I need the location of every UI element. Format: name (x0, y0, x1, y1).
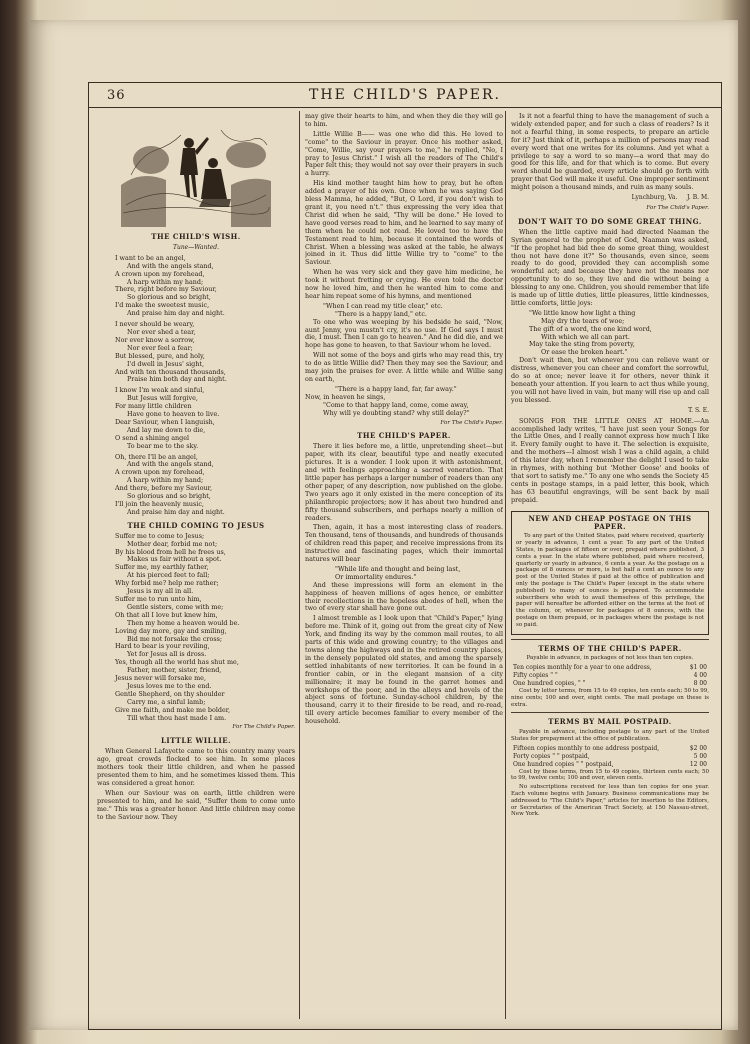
signoff-place: Lynchburg, Va. (631, 194, 678, 202)
article-paragraph: There it lies before me, a little, unpretending sheet—but paper, with its clear, beautiful type and neatly executed pictures. It is a wonder. I look upon it with astonishment, and with feelings approaching a sacred veneration. That little paper has perhaps a larger number of readers than any other paper, of any description, now published on the globe. Two years ago it only existed in the mere conception of its philanthropic projectors; now it has about two hundred and fifty thousand subscribers, and perhaps nearly a million of readers. (305, 442, 503, 522)
article-paragraph: When the little captive maid had directed Naaman the Syrian general to the prophet of God, Naaman was asked, "If the prophet had bid thee do some great thing, wouldest thou not have done it?" So thousands, even since, seem ready to do good, provided they can accomplish some wonderful act; and because they have not the means nor opportunity to do so, they live and die without being a blessing to any one. Children, you should remember that life is made up of little duties, little pleasures, little kindnesses, little comforts, little joys: (511, 227, 709, 307)
verse-line: There, right before my Saviour, (115, 285, 217, 294)
verse-line: Then my home a heaven would be. (127, 618, 240, 627)
verse-line: And praise him day and night. (127, 309, 225, 318)
article-paragraph: His kind mother taught him how to pray, but he often added a prayer of his own. Once when he was saying God bless Mamma, he added, "But, O Lord, if you don't wish to grant it, you need n't." thus expressing the very idea that Christ did when he said, "Thy will be done." He loved to have good verses read to him, and he learned to say many of them when he could not read. He loved too to have the Testament read to him, because it contained the words of Christ. When a blessing was asked at the table, he always joined in it. Thus did little Willie try to "come" to the Saviour. (305, 179, 503, 267)
quoted-line: May dry the tears of woe; (541, 316, 625, 325)
article-credit: For The Child's Paper. (232, 724, 295, 731)
verse-line: I'd make the sweetest music, (115, 301, 210, 310)
verse-line: And praise him day and night. (127, 507, 225, 516)
verse-line: Hard to bear is your reviling, (115, 642, 210, 651)
table-row (511, 761, 709, 769)
quoted-line: "While life and thought and being last, (335, 564, 461, 573)
article-paragraph: Don't wait then, but whenever you can relieve want or distress, whenever you can cheer and comfort the sorrowful, do so at once; never leave it for others, never think it beneath your attention. If you learn to act thus while young, you will not have lived in vain, but many will rise up and call you blessed. (511, 356, 709, 404)
quoted-line: Or ease the broken heart." (541, 348, 628, 357)
terms-intro: Payable in advance, in packages of not less than ten copies. (526, 655, 694, 662)
verse-line: By his blood from hell he frees us, (115, 547, 226, 556)
verse-line: Father, mother, sister, friend, (127, 666, 222, 675)
verse-line: Makes us fair without a spot. (127, 555, 222, 564)
section-title: DON'T WAIT TO DO SOME GREAT THING. (518, 216, 702, 226)
verse-line: Till what thou hast made I am. (127, 713, 227, 722)
verse-line: Carry me, a sinful lamb; (127, 697, 206, 706)
divider (511, 712, 709, 713)
article-paragraph: And these impressions will form an element in the happiness of heaven millions of ages hence, or embitter their recollections in the hopeless abodes of hell, when the two of every star shall have gone out. (305, 580, 503, 613)
quoted-line: "There is a happy land, far, far away." (335, 384, 457, 393)
verse-line: O send a shining angel (115, 433, 190, 442)
verse-line: A crown upon my forehead, (115, 468, 205, 477)
column-divider (505, 111, 506, 1019)
table-cell: Fifty copies " " (513, 672, 558, 680)
verse-line: And with the angels stand, (127, 460, 214, 469)
verse-line: Jesus loves me to the end. (127, 681, 212, 690)
verse-line: Suffer me to run unto him, (115, 594, 202, 603)
verse-line: Yet for Jesus all is dross. (127, 650, 207, 659)
verse-line: I want to be an angel, (115, 253, 186, 262)
table-cell: $2 00 (689, 744, 707, 752)
table-row (511, 664, 709, 672)
table-cell: Ten copies monthly for a year to one address, (513, 664, 652, 672)
verse-line: Yes, though all the world has shut me, (115, 658, 239, 667)
verse-line: And with ten thousand thousands, (115, 367, 226, 376)
column-2 (305, 113, 503, 1019)
verse-line: But Jesus will forgive, (127, 394, 198, 403)
article-credit: For The Child's Paper. (440, 419, 503, 426)
verse-line: Give me faith, and make me bolder, (115, 705, 231, 714)
article-paragraph: I almost tremble as I look upon that "Child's Paper," lying before me. Think of it, going out from the great city of New York, and finding its way by the common mail routes, to all parts of this wide and growing country; to the villages and towns along the highways and in the retired country places, in the densely populated old states, and among the sparsely settled inhabitants of new territories. It can be found in a frontier cabin, or in the elegant mansion of a city millionaire; it may be found in the garret homes and workshops of the poor, and in the alleys and hovels of the abject sons of fortune. Sunday-school children, by the thousand, carry it to their fireside to be read, and re-read, till every article becomes familiar to every member of the household. (305, 614, 503, 726)
poem-title: THE CHILD'S WISH. (151, 232, 241, 241)
table-row (511, 753, 709, 761)
article-paragraph: When our Saviour was on earth, little children were presented to him, and he said, "Suffer them to come unto me." This was a greater honor. And little children may come to the Saviour now. They (97, 788, 295, 821)
quoted-line: With which we all can part. (541, 332, 630, 341)
page-number: 36 (107, 88, 126, 103)
postpaid-terms-title: TERMS BY MAIL POSTPAID. (548, 717, 672, 727)
quoted-line: "Come to that happy land, come, come away, (323, 400, 469, 409)
quoted-line: Or immortality endures." (335, 572, 417, 581)
verse-line: A harp within my hand; (127, 476, 204, 485)
verse-line: Suffer me, my earthly father, (115, 563, 209, 572)
verse-line: Why forbid me? help me rather; (115, 579, 219, 588)
verse-line: Have gone to heaven to live. (127, 410, 220, 419)
article-signoff-initials: T. S. E. (688, 406, 709, 414)
quoted-line: May take the sting from poverty, (529, 340, 635, 349)
poem-tune: Tune—Wanted. (172, 243, 220, 251)
poem-stanza (97, 387, 295, 450)
footer-notice: No subscriptions received for less than ten copies for one year. Each volume begins with January. Business communications may be addressed to "The Child's Paper," articles for insertion to the Editors, or Secretaries of the American Tract Society, at 150 Nassau-street, New York. (511, 784, 709, 818)
verse-line: Nor ever know a sorrow, (115, 335, 195, 344)
article-credit: For The Child's Paper. (646, 204, 709, 211)
verse-line: And with the angels stand, (127, 261, 214, 270)
postpaid-table (511, 745, 709, 769)
verse-line: And there, before my Saviour, (115, 484, 213, 493)
verse-line: Suffer me to come to Jesus; (115, 531, 205, 540)
verse-line: Oh, there I'll be an angel, (115, 452, 198, 461)
article-paragraph: Little Willie B—— was one who did this. He loved to "come" to the Saviour in prayer. Once his mother asked, "Come, Willie, say your prayers to me," he replied, "No, I pray to Jesus Christ." I wish all the readers of The Child's Paper felt this; they would not say over their prayers in such a hurry. (305, 129, 503, 178)
table-cell: $1 00 (689, 664, 707, 672)
poem-stanza (97, 321, 295, 384)
verse-line: But blessed, pure, and holy, (115, 351, 205, 360)
poem-stanza (97, 255, 295, 318)
postpaid-intro: Payable in advance, including postage to any part of the United States for prepayment at the office of publication. (511, 729, 709, 743)
verse-line: Jesus is my all in all. (127, 587, 194, 596)
article-paragraph: Is it not a fearful thing to have the management of such a widely extended paper, and for such a class of readers? Is it not a fearful thing, in some respects, to prepare an article for it? Just think of it, perhaps a million of persons may read every word that one writes for its columns. And yet what a privilege to say a word to so many—a word that may do good for this life, and for that which is to come. But every word should be guarded, every article should go forth with prayer that God will make it useful. One improper sentiment might poison a thousand minds, and ruin as many souls. (511, 113, 709, 192)
table-row (511, 745, 709, 753)
box-text: To any part of the United States, paid where received, quarterly or yearly in advance, 1 cent a year. To any part of the United States, in packages of fifteen or over, prepaid where published, 3 cents a year. In the state where published, paid where received, quarterly or yearly in advance, 6 cents a year. As the postage on a package of 8 ounces or more, is but half a cent an ounce to any post of the United States if paid at the office of publication and only the postage is The Child's Paper (except in the state where published) to many of ounces is prepared. To accommodate subscribers who wish to avail themselves of this privilege, the paper will hereafter be afforded either on the terms at the foot of the column, or, whenever for packages of 8 ounces, with the postage on them prepaid, or in packages where the postage is not so paid. (516, 533, 704, 628)
quoted-line: "We little know how light a thing (529, 308, 636, 317)
verse-line: I never should be weary, (115, 320, 195, 329)
divider (511, 639, 709, 640)
verse-line: I'll join the heavenly music, (115, 500, 204, 508)
verse-line: Oh that all I love but knew him, (115, 610, 218, 619)
page-title: THE CHILD'S PAPER. (309, 87, 501, 103)
quoted-line: "When I can read my title clear," etc. (323, 301, 443, 310)
verse-line: Nor ever shed a tear, (127, 327, 196, 336)
verse-line: Jesus never will forsake me, (115, 674, 206, 683)
postpaid-note: Cost by these terms, from 15 to 49 copies, thirteen cents each; 50 to 99, twelve cents; 100 and over, eleven cents. (511, 768, 709, 782)
verse-line: I know I'm weak and sinful, (115, 386, 205, 395)
table-cell: Forty copies " " postpaid, (513, 752, 590, 760)
verse-line: Bid me not forsake the cross; (127, 634, 223, 643)
verse-line: Gentle Shepherd, on thy shoulder (115, 689, 225, 698)
column-1 (97, 113, 295, 1019)
verse-line: Mother dear, forbid me not; (127, 539, 218, 548)
article-paragraph: Will not some of the boys and girls who may read this, try to do as little Willie did? Then they may see the Saviour, and may join the praises for ever. A little while and Willie sang on earth, (305, 351, 503, 383)
column-3 (511, 113, 709, 1019)
verse-line: Dear Saviour, when I languish, (115, 417, 215, 426)
table-cell: 8 00 (693, 680, 707, 688)
table-cell: One hundred copies " " postpaid, (513, 760, 614, 768)
poem-stanza (97, 454, 295, 517)
verse-line: To bear me to the sky. (127, 441, 199, 450)
quoted-line: Now, in heaven he sings, (305, 392, 386, 401)
hymn-body (97, 533, 295, 723)
article-paragraph: To one who was weeping by his bedside he said, "Now, aunt Jenny, you mustn't cry, it's no use. If God says I must die, I must. Then I can go to heaven." And he did die, and we hope has gone to heaven, to that Saviour whom he loved. (305, 317, 503, 350)
verse-line: At his pierced feet to fall; (127, 571, 210, 580)
page-frame (88, 82, 722, 1030)
verse-line: I'd dwell in Jesus' sight, (127, 359, 204, 368)
page-header (89, 83, 721, 108)
article-signoff (511, 194, 709, 202)
table-cell: 12 00 (689, 760, 707, 768)
table-cell: Fifteen copies monthly to one address postpaid, (513, 744, 660, 752)
table-cell: 4 00 (693, 672, 707, 680)
table-cell: 5 00 (693, 752, 707, 760)
terms-title: TERMS OF THE CHILD'S PAPER. (538, 643, 682, 653)
verse-line: Nor ever feel a fear; (127, 343, 193, 352)
table-cell: One hundred copies, " " (513, 680, 586, 688)
verse-line: And lay me down to die, (127, 425, 206, 434)
signoff-initials: J. B. M. (686, 194, 709, 202)
verse-line: Gentle sisters, come with me; (127, 602, 224, 611)
table-row (511, 672, 709, 680)
children-engraving-illustration (121, 115, 271, 227)
verse-line: Praise him both day and night. (127, 375, 227, 384)
section-title: THE CHILD'S PAPER. (357, 431, 451, 441)
column-divider (299, 111, 300, 1019)
box-title: NEW AND CHEAP POSTAGE ON THIS PAPER. (528, 513, 692, 531)
verse-line: A harp within my hand; (127, 277, 204, 286)
article-paragraph: When General Lafayette came to this country many years ago, great crowds flocked to see him. In some places mothers took their little children, and when he passed presented them to him, and he sometimes kissed them. This was considered a great honor. (97, 747, 295, 787)
verse-line: So glorious and so bright, (127, 492, 211, 501)
article-paragraph: Then, again, it has a most interesting class of readers. Ten thousand, tens of thousands, and hundreds of thousands of children read this paper, and receive impressions from its instructive and fascinating pages, which their immortal natures will bear (305, 523, 503, 564)
verse-line: For many little children (115, 402, 192, 411)
quoted-line: "There is a happy land," etc. (335, 309, 427, 318)
quoted-line: The gift of a word, the one kind word, (529, 324, 652, 333)
page (30, 20, 738, 1030)
postage-notice-box (511, 511, 709, 635)
table-row (511, 680, 709, 688)
article-paragraph: may give their hearts to him, and when they die they will go to him. (305, 113, 503, 128)
verse-line: Loving day more, gay and smiling, (115, 626, 227, 635)
article-paragraph: When he was very sick and they gave him medicine, he took it without fretting or crying. He even told the doctor now he loved him, and then he wanted him to come and hear him repeat some of his hymns, and mentioned (305, 268, 503, 300)
terms-note: Cost by letter terms, from 15 to 49 copies, ten cents each; 50 to 99, nine cents; 100 and over, eight cents. The mail postage on these is extra. (511, 687, 709, 708)
quoted-line: Why will ye doubting stand? why still delay?" (323, 408, 470, 417)
hymn-title: THE CHILD COMING TO JESUS (127, 520, 265, 530)
article-paragraph: SONGS FOR THE LITTLE ONES AT HOME.—An accomplished lady writes, "I have just seen your Songs for the Little Ones, and I really cannot express how much I like it. Every family ought to have it. The selection is exquisite, and the mothers—I almost wish I was a child again, a child of this later day, when I remember the delight I used to take in rhymes, with nothing but 'Mother Goose' and books of that sort to satisfy me." To any one who sends the Society 45 cents in postage stamps, in a paid letter, this book, which has 63 beautiful engravings, will be sent back by mail prepaid. (511, 416, 709, 504)
terms-table (511, 664, 709, 688)
verse-line: So glorious and so bright, (127, 293, 211, 302)
article-title: LITTLE WILLIE. (160, 736, 232, 746)
verse-line: A crown upon my forehead, (115, 269, 205, 278)
